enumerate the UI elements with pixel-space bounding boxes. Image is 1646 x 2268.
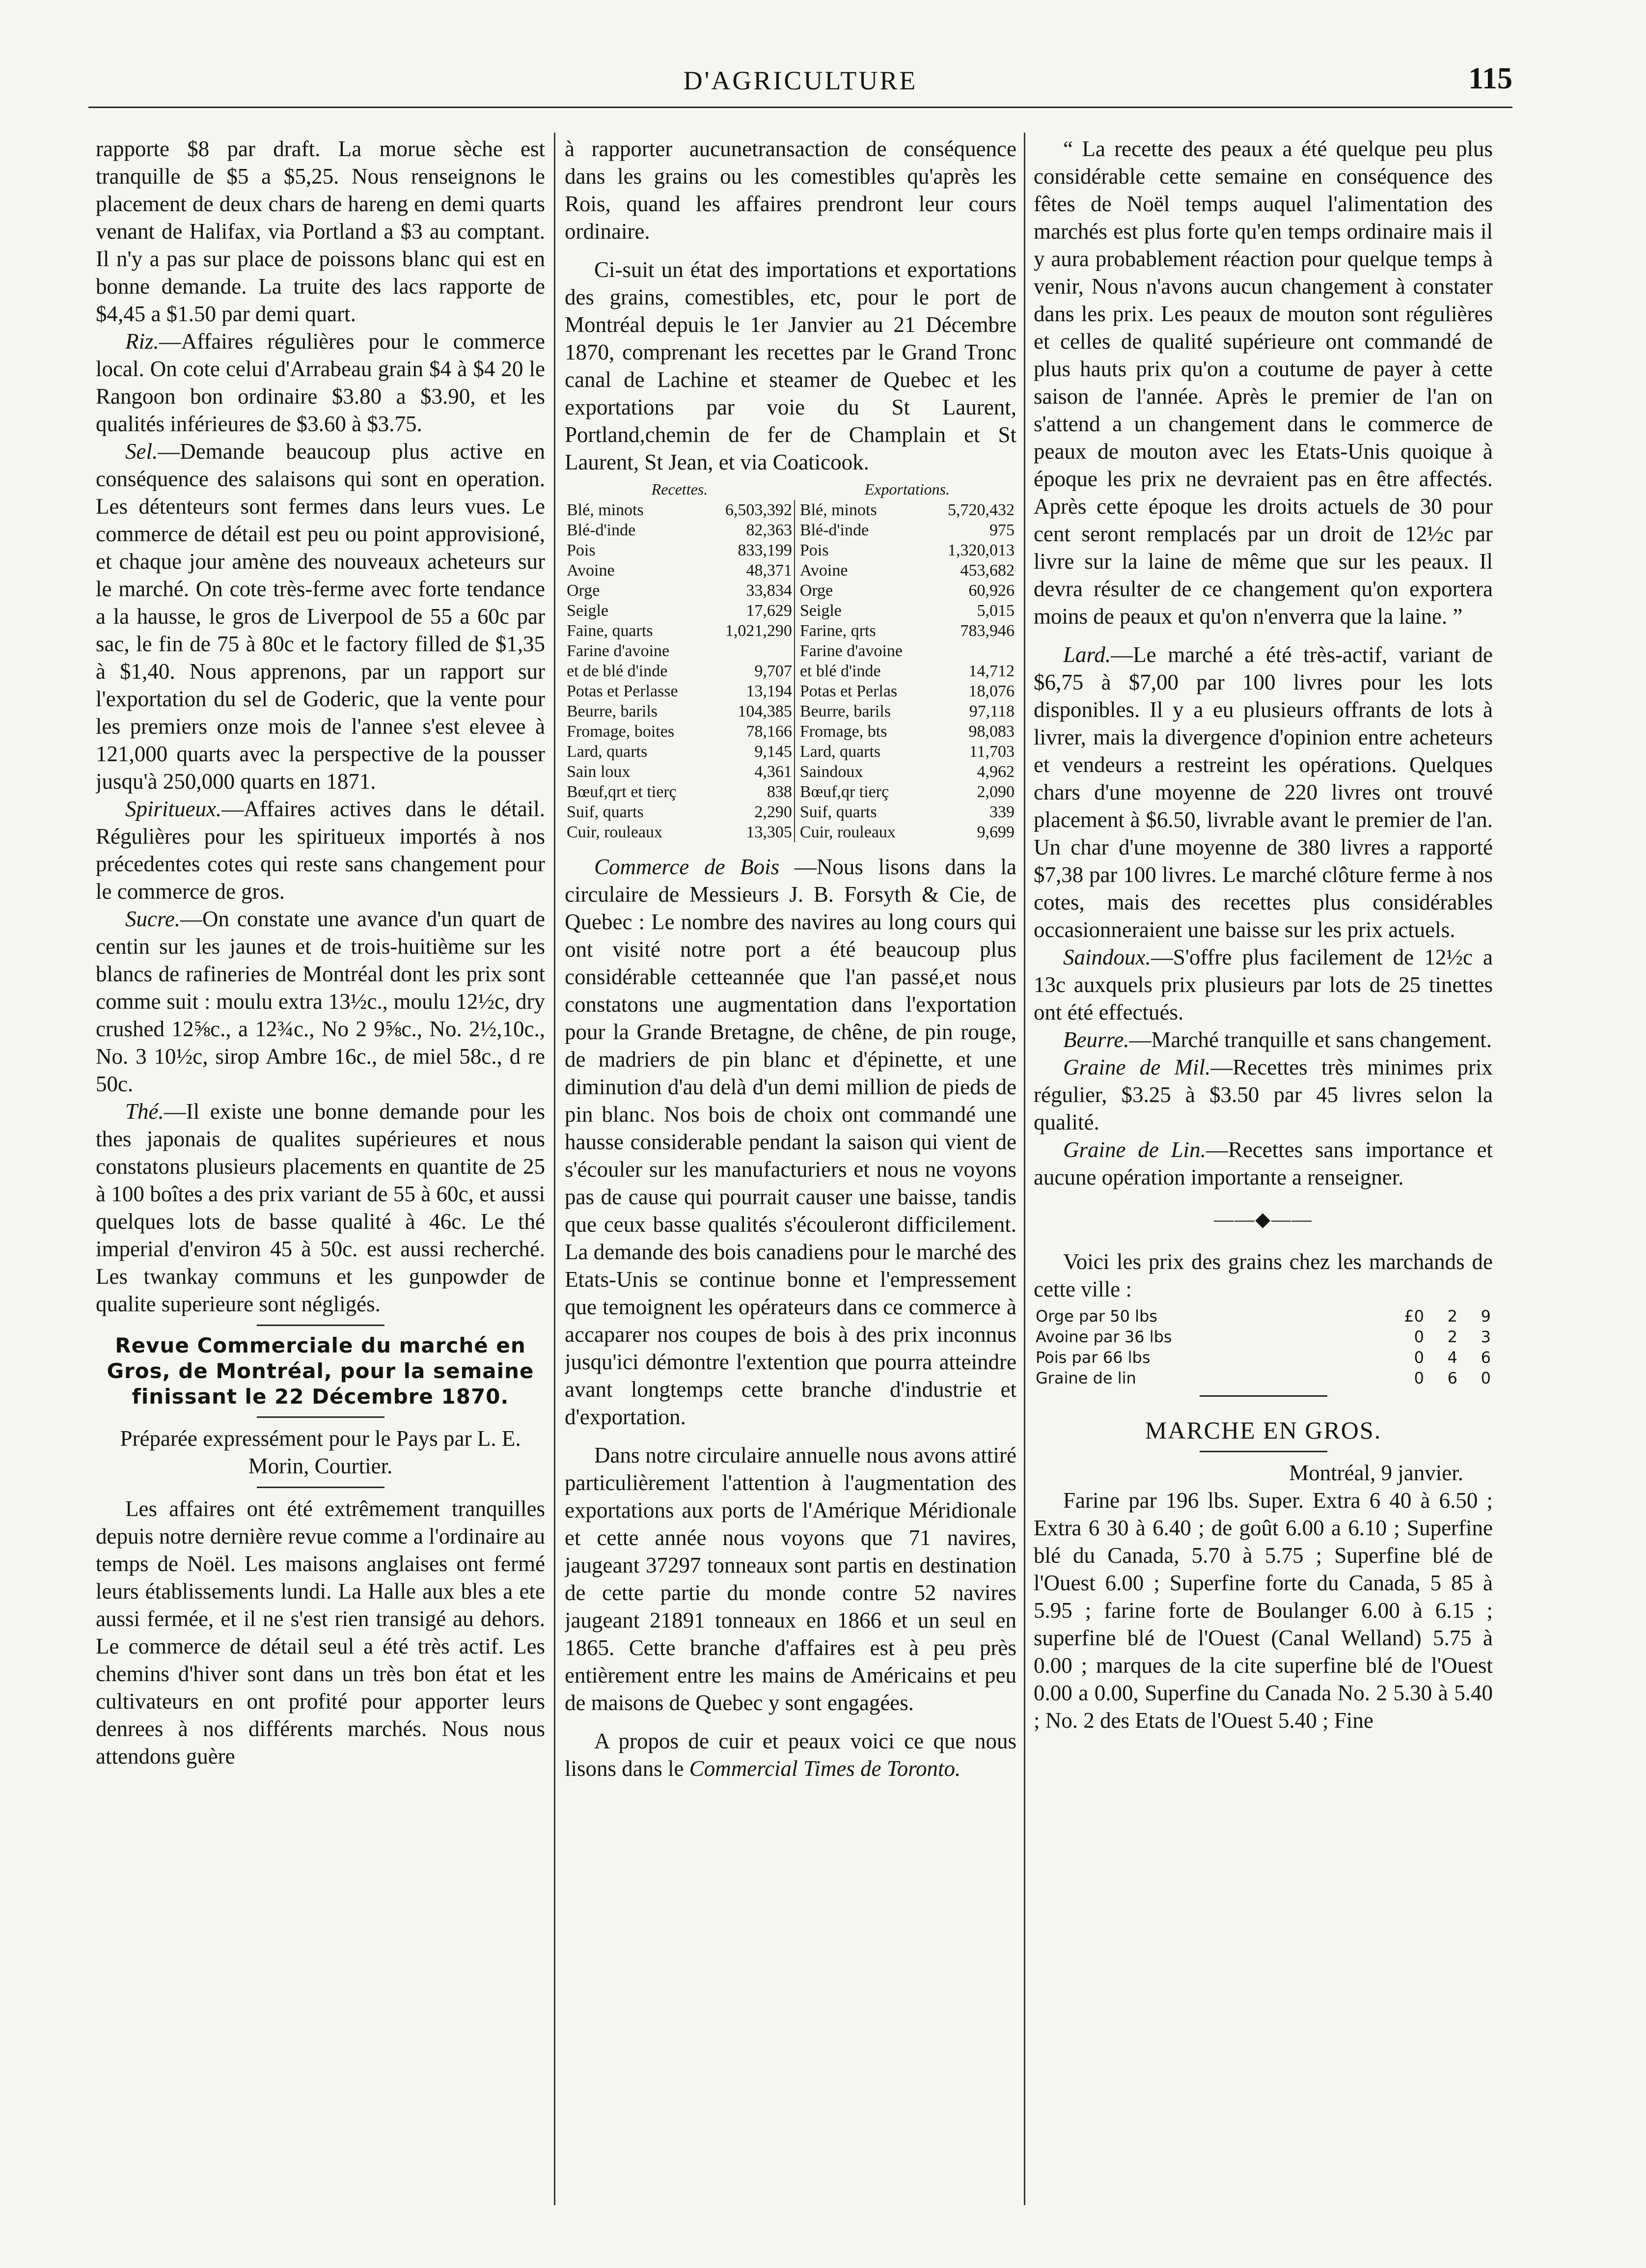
column-divider — [554, 133, 555, 2205]
table-row — [565, 661, 1016, 681]
paragraph-sucre — [96, 905, 545, 1098]
table-separator — [795, 621, 798, 641]
price-row — [1034, 1368, 1493, 1388]
section-rule — [257, 1487, 384, 1488]
table-row — [565, 641, 1016, 661]
import-item: Cuir, rouleaux — [567, 823, 663, 841]
import-value: 838 — [767, 783, 792, 801]
export-value: 9,699 — [977, 823, 1015, 841]
export-item: Seigle — [799, 602, 842, 620]
import-item: Avoine — [567, 561, 615, 580]
page-number: 115 — [1468, 62, 1512, 95]
paragraph: Les affaires ont été extrêmement tranquilles depuis notre dernière revue comme a l'ordinaire au temps de Noël. Les maisons anglaises ont fermé leurs établissements lundi. La Halle aux bles a ete aussi fermée, et il ne s'est rien transigé au dehors. Le commerce de détail seul a été très actif. Les chemins d'hiver sont dans un très bon état et les cultivateurs en ont profité pour apporter leurs denrees à nos différents marchés. Nous nous attendons guère — [96, 1496, 545, 1769]
import-value: 13,194 — [746, 682, 792, 700]
paragraph-text: —S'offre plus facilement de 12½c a 13c auxquels prix plusieurs par lots de 25 tinettes ont été effectués. — [1034, 945, 1493, 1024]
section-title: MARCHE EN GROS. — [1145, 1416, 1382, 1444]
paragraph-lead: Sucre. — [125, 907, 181, 931]
price-value: 6 — [1447, 1369, 1457, 1387]
section-rule — [1200, 1395, 1327, 1397]
table-header-exportations: Exportations. — [864, 480, 950, 498]
export-value: 5,015 — [977, 602, 1015, 620]
table-row — [565, 782, 1016, 802]
table-separator — [795, 641, 798, 661]
paragraph: Farine par 196 lbs. Super. Extra 6 40 à 6.50 ; Extra 6 30 à 6.40 ; de goût 6.00 a 6.10 ; Superfine blé du Canada, 5.70 à 5.75 ; Superfine blé de l'Ouest 6.00 ; Superfine forte du Canada, 5 85 à 5.95 ; farine forte de Boulanger 6.00 à 6.15 ; superfine blé de l'Ouest (Canal Welland) 5.75 à 0.00 ; marques de la cite superfine blé de l'Ouest 0.00 a 0.00, Superfine du Canada No. 2 5.30 à 5.40 ; No. 2 des Etats de l'Ouest 5.40 ; Fine — [1034, 1488, 1493, 1733]
paragraph: Dans notre circulaire annuelle nous avons attiré particulièrement l'attention à l'augmentation des exportations aux ports de l'Amérique Méridionale et cette année nous voyons que 71 navires, jaugeant 37297 tonneaux sont partis en destination de cette partie du monde contre 52 navires jaugeant 21891 tonneaux en 1866 et un seul en 1865. Cette branche d'affaires est à peu près entièrement entre les mains de Américains et peu de maisons de Quebec y sont engagées. — [565, 1443, 1016, 1715]
table-row — [565, 581, 1016, 601]
export-value: 1,320,013 — [948, 541, 1015, 559]
quote-paragraph: “ La recette des peaux a été quelque peu plus considérable cette semaine en conséquence des fêtes de Noël temps auquel l'alimentation des marchés est plus forte qu'en temps ordinaire mais il y aura probablement réaction pour quelque temps à venir, Nous n'avons aucun changement à constater dans les prix. Les peaux de mouton sont régulières et celles de qualité supérieure ont commandé de plus hauts prix qu'on a coutume de payer à cette saison de l'année. Après le premier de l'an on s'attend a un changement dans le commerce de peaux de mouton avec les Etats-Unis quoique à époque les prix ne devraient pas en être affectés. Après cette époque les droits actuels de 30 pour cent seront remplacés par un droit de 12½c par livre sur la laine de même que sur les peaux. Il devra résulter de ce changement qu'on exportera moins de peaux et qu'on n'enverra que la laine. ” — [1034, 137, 1493, 629]
export-value: 97,118 — [969, 702, 1015, 720]
paragraph-text: —Recettes sans importance et aucune opération importante a renseigner. — [1034, 1137, 1493, 1189]
dateline: Montréal, 9 janvier. — [1289, 1461, 1463, 1485]
price-value: 4 — [1447, 1348, 1457, 1367]
paragraph-lead: Riz. — [125, 329, 159, 354]
export-value: 453,682 — [960, 561, 1015, 580]
import-item: Farine d'avoine — [567, 642, 670, 660]
import-item: Seigle — [567, 602, 608, 620]
paragraph-lead: Spiritueux. — [125, 797, 222, 821]
import-value: 48,371 — [746, 561, 792, 580]
export-value: 4,962 — [977, 763, 1015, 781]
table-row — [565, 721, 1016, 742]
table-row — [565, 520, 1016, 540]
table-separator — [795, 540, 798, 560]
import-value: 4,361 — [754, 763, 792, 781]
price-item: Orge par 50 lbs — [1036, 1307, 1157, 1326]
table-separator — [795, 601, 798, 621]
table-separator — [795, 822, 798, 842]
price-value: £0 — [1404, 1307, 1424, 1326]
price-value: 6 — [1481, 1348, 1491, 1367]
section-title: Revue Commerciale du marché en Gros, de Montréal, pour la semaine finissant le 22 Décembre 1870. — [107, 1333, 534, 1409]
paragraph-bois — [565, 853, 1016, 1431]
export-item: Bœuf,qr tierç — [799, 783, 889, 801]
import-value: 104,385 — [738, 702, 792, 720]
import-item: Orge — [567, 581, 600, 600]
price-row — [1034, 1327, 1493, 1347]
import-value: 9,145 — [754, 743, 792, 761]
paragraph-sel — [96, 438, 545, 795]
export-item: Beurre, barils — [799, 702, 891, 720]
price-value: 9 — [1481, 1307, 1491, 1326]
paragraph-lard — [1034, 641, 1493, 943]
table-row — [565, 540, 1016, 560]
price-value: 0 — [1414, 1348, 1424, 1367]
table-separator — [795, 661, 798, 681]
table-separator — [795, 479, 798, 500]
price-value: 0 — [1414, 1328, 1424, 1346]
table-row — [565, 560, 1016, 581]
export-value: 11,703 — [969, 743, 1015, 761]
paragraph-text: —Le marché a été très-actif, variant de $6,75 à $7,00 par 100 livres pour les lots disponibles. Il y a eu plusieurs offrants de lots à livrer, mais la divergence d'opinion entre acheteurs et vendeurs a restreint les opérations. Quelques chars d'une moyenne de 220 livres ont trouvé placement à $6.50, livrable avant le premier de l'an. Un char d'une moyenne de 380 livres a rapporté $7,38 par 100 livres. Le marché clôture ferme à nos cotes, mais des recettes plus considérables occasionneraient une baisse sur les prix actuels. — [1034, 642, 1493, 942]
section-rule — [257, 1325, 384, 1326]
ornament-divider: ——◆—— — [1214, 1208, 1313, 1230]
import-item: Lard, quarts — [567, 743, 648, 761]
import-item: Beurre, barils — [567, 702, 658, 720]
section-rule — [257, 1416, 384, 1418]
paragraph-spiritueux — [96, 795, 545, 905]
price-item: Pois par 66 lbs — [1036, 1348, 1151, 1367]
header-rule — [88, 107, 1512, 108]
import-value: 78,166 — [746, 722, 792, 741]
import-value: 2,290 — [754, 803, 792, 821]
column-middle — [565, 135, 1016, 2213]
import-value: 13,305 — [746, 823, 792, 841]
import-value: 833,199 — [738, 541, 792, 559]
table-separator — [795, 802, 798, 822]
paragraph-lead: Lard. — [1063, 642, 1111, 667]
export-value: 60,926 — [968, 581, 1015, 600]
import-value: 82,363 — [746, 521, 792, 539]
export-value: 339 — [989, 803, 1015, 821]
paragraph-text: —Il existe une bonne demande pour les thes japonais de qualites supérieures et nous constatons plusieurs placements en quantite de 25 à 100 boîtes a des prix variant de 55 à 60c, et aussi quelques lots de basse qualité à 46c. Le thé imperial d'environ 45 à 50c. est aussi recherché. Les twankay communs et les gunpowder de qualite superieure sont négligés. — [96, 1099, 545, 1316]
section-rule — [1200, 1451, 1327, 1452]
paragraph-saindoux — [1034, 943, 1493, 1026]
price-value: 0 — [1414, 1369, 1424, 1387]
table-row — [565, 621, 1016, 641]
import-value: 1,021,290 — [725, 622, 792, 640]
paragraph-lead: Thé. — [125, 1099, 164, 1124]
import-value: 33,834 — [746, 581, 792, 600]
import-item: Potas et Perlasse — [567, 682, 678, 700]
export-item: Farine d'avoine — [799, 642, 903, 660]
table-row — [565, 742, 1016, 762]
paragraph-beurre — [1034, 1026, 1493, 1053]
import-value: 6,503,392 — [725, 501, 792, 519]
column-right — [1034, 135, 1493, 2213]
price-value: 2 — [1447, 1328, 1457, 1346]
import-item: Fromage, boites — [567, 722, 675, 741]
paragraph-lead: Beurre. — [1063, 1027, 1129, 1052]
import-item: Sain loux — [567, 763, 631, 781]
byline: Préparée expressément pour le Pays par L. E. Morin, Courtier. — [120, 1426, 521, 1478]
export-item: Cuir, rouleaux — [799, 823, 896, 841]
export-item: Suif, quarts — [799, 803, 877, 821]
publication-name: Commercial Times de Toronto. — [689, 1756, 961, 1781]
paragraph-text: —Affaires régulières pour le commerce local. On cote celui d'Arrabeau grain $4 à $4 20 le Rangoon bon ordinaire $3.80 a $3.90, et les qualités inférieures de $3.60 à $3.75. — [96, 329, 545, 436]
paragraph-text: —Recettes très minimes prix régulier, $3.25 à $3.50 par 45 livres selon la qualité. — [1034, 1055, 1493, 1134]
export-item: Orge — [799, 581, 833, 600]
table-separator — [795, 560, 798, 581]
export-item: Avoine — [799, 561, 848, 580]
column-divider — [1024, 133, 1025, 2205]
table-separator — [795, 581, 798, 601]
paragraph: Ci-suit un état des importations et exportations des grains, comestibles, etc, pour le port de Montréal depuis le 1er Janvier au 21 Décembre 1870, comprenant les recettes par le Grand Tronc canal de Lachine et steamer de Quebec et les exportations par voie du St Laurent, Portland,chemin de fer de Champlain et St Laurent, St Jean, et via Coaticook. — [565, 257, 1016, 474]
export-item: Lard, quarts — [799, 743, 881, 761]
price-row — [1034, 1306, 1493, 1327]
table-separator — [795, 520, 798, 540]
paragraph-lead: Commerce de Bois — [594, 855, 780, 879]
price-item: Avoine par 36 lbs — [1036, 1328, 1172, 1346]
table-separator — [795, 681, 798, 701]
paragraph-riz — [96, 328, 545, 438]
paragraph-text: A propos de cuir et peaux voici ce que nous lisons dans le — [565, 1729, 1016, 1781]
table-separator — [795, 500, 798, 520]
import-value: 9,707 — [754, 662, 792, 680]
import-item: Suif, quarts — [567, 803, 644, 821]
import-value: 17,629 — [746, 602, 792, 620]
export-value: 5,720,432 — [948, 501, 1015, 519]
paragraph-lead: Graine de Mil. — [1063, 1055, 1211, 1079]
trade-table — [565, 479, 1016, 842]
price-value: 3 — [1481, 1328, 1491, 1346]
import-item: Pois — [567, 541, 596, 559]
paragraph-text: —Marché tranquille et sans changement. — [1129, 1027, 1492, 1052]
export-item: Saindoux — [799, 763, 863, 781]
export-item: et blé d'inde — [799, 662, 881, 680]
paragraph-the — [96, 1098, 545, 1318]
import-item: Blé-d'inde — [567, 521, 636, 539]
paragraph: Voici les prix des grains chez les marchands de cette ville : — [1034, 1249, 1493, 1301]
export-value: 18,076 — [968, 682, 1015, 700]
table-row — [565, 681, 1016, 701]
table-row — [565, 500, 1016, 520]
paragraph-graine-lin — [1034, 1136, 1493, 1191]
price-row — [1034, 1347, 1493, 1368]
table-header-recettes: Recettes. — [651, 480, 708, 498]
price-value: 0 — [1481, 1369, 1491, 1387]
export-value: 14,712 — [968, 662, 1015, 680]
paragraph-lead: Sel. — [125, 439, 158, 464]
column-left — [96, 135, 545, 2213]
export-item: Fromage, bts — [799, 722, 887, 741]
paragraph: rapporte $8 par draft. La morue sèche est tranquille de $5 a $5,25. Nous renseignons le placement de deux chars de hareng en demi quarts venant de Halifax, via Portland a $3 au comptant. Il n'y a pas sur place de poissons blanc qui est en bonne demande. La truite des lacs rapporte de $4,45 a $1.50 par demi quart. — [96, 137, 545, 326]
import-item: Blé, minots — [567, 501, 644, 519]
export-value: 98,083 — [968, 722, 1015, 741]
table-row — [565, 762, 1016, 782]
running-title: D'AGRICULTURE — [683, 66, 918, 95]
paragraph-graine-mil — [1034, 1053, 1493, 1136]
table-row — [565, 601, 1016, 621]
table-separator — [795, 782, 798, 802]
table-separator — [795, 742, 798, 762]
paragraph: à rapporter aucunetransaction de conséquence dans les grains ou les comestibles qu'après les Rois, quand les affaires prendront leur cours ordinaire. — [565, 137, 1016, 244]
import-value — [707, 641, 795, 661]
paragraph-lead: Graine de Lin. — [1063, 1137, 1206, 1162]
export-value: 783,946 — [960, 622, 1015, 640]
paragraph-lead: Saindoux. — [1063, 945, 1151, 969]
export-value: 2,090 — [977, 783, 1015, 801]
price-item: Graine de lin — [1036, 1369, 1136, 1387]
paragraph-text: —On constate une avance d'un quart de centin sur les jaunes et de trois-huitième sur les blancs de rafineries de Montréal dont les prix sont comme suit : moulu extra 13½c., moulu 12½c, dry crushed 12⅝c., a 12¾c., No 2 9⅝c., No. 2½,10c., No. 3 10½c, sirop Ambre 16c., de miel 58c., d re 50c. — [96, 907, 545, 1096]
paragraph-cuir — [565, 1727, 1016, 1782]
paragraph-text: —Demande beaucoup plus active en conséquence des salaisons qui sont en operation. Les détenteurs sont fermes dans leurs vues. Le commerce de détail est peu ou point approvisioné, et chaque jour amène des nouveaux acheteurs sur le marché. On cote très-ferme avec forte tendance a la hausse, le gros de Liverpool de 55 a 60c par sac, le fin de 75 à 80c et le factory filled de $1,35 à $1,40. Nous apprenons, par un rapport sur l'exportation du sel de Goderic, que la vente pour les premiers onze mois de l'annee s'est elevee à 121,000 quarts avec la perspective de la pousser jusqu'à 250,000 quarts en 1871. — [96, 439, 545, 794]
export-item: Blé, minots — [799, 501, 877, 519]
export-item: Farine, qrts — [799, 622, 876, 640]
table-row — [565, 802, 1016, 822]
export-item: Potas et Perlas — [799, 682, 898, 700]
table-separator — [795, 721, 798, 742]
table-separator — [795, 701, 798, 721]
paragraph-text: —Nous lisons dans la circulaire de Messieurs J. B. Forsyth & Cie, de Quebec : Le nombre des navires au long cours qui ont visité notre port a été beaucoup plus considérable cetteannée que l'an passé,et nous constatons une augmentation dans l'exportation pour la Grande Bretagne, de chêne, de pin rouge, de madriers de pin blanc et d'épinette, et une diminution d'au delà d'un demi million de pieds de pin blanc. Nos bois de choix ont commandé une hausse considerable pendant la saison qui vient de s'écouler sur les manufacturiers et nous ne voyons pas de cause qui pourrait causer une baisse, tandis que ceux basse qualités s'écouleront difficilement. La demande des bois canadiens pour le marché des Etats-Unis se continue bonne et l'empressement que temoignent les opérateurs dans ce commerce à accaparer nos coupes de bois à des prix inconnus jusqu'ici démontre l'extention que pourra atteindre avant longtemps cette branche d'industrie et d'exportation. — [565, 855, 1016, 1429]
paragraph-text: —Affaires actives dans le détail. Régulières pour les spiritueux importés à nos précedentes cotes qui reste sans changement pour le commerce de gros. — [96, 797, 545, 904]
table-separator — [795, 762, 798, 782]
import-item: Faine, quarts — [567, 622, 653, 640]
export-value — [929, 641, 1016, 661]
table-row — [565, 701, 1016, 721]
page-header — [88, 61, 1512, 108]
import-item: Bœuf,qrt et tierç — [567, 783, 677, 801]
export-item: Blé-d'inde — [799, 521, 869, 539]
export-item: Pois — [799, 541, 829, 559]
export-value: 975 — [989, 521, 1015, 539]
import-item: et de blé d'inde — [567, 662, 668, 680]
price-value: 2 — [1447, 1307, 1457, 1326]
table-row — [565, 822, 1016, 842]
grain-price-table — [1034, 1306, 1493, 1388]
